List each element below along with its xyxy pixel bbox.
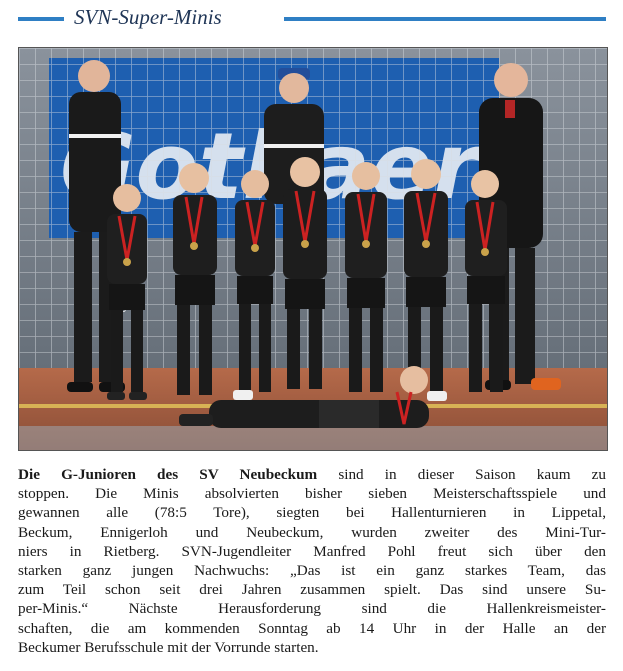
caption-line: stoppen. Die Minis absolvierten bisher sieben Meisterschaftsspiele und [18,485,606,503]
header-rule-left [18,17,64,21]
caption-line [18,465,606,484]
photo-caption [18,465,606,657]
caption-line: niers in Rietberg. SVN-Jugendleiter Manfred Pohl freut sich über den [18,542,606,560]
caption-line: schaften, die am kommenden Sonntag ab 14 Uhr in der Halle an der [18,619,606,637]
section-header [0,4,623,30]
caption-line: zum Teil schon seit drei Jahren zusammen spielt. Das sind unsere Su- [18,581,606,599]
caption-lead: Die G-Junioren des SV Neubeckum [18,466,318,483]
caption-line-1-rest: sind in dieser Saison kaum zu [317,466,606,483]
team-photo [18,47,608,451]
caption-line: Beckum, Ennigerloh und Neubeckum, wurden zweiter des Mini-Tur- [18,523,606,541]
caption-line: per-Minis.“ Nächste Herausforderung sind die Hallenkreismeister- [18,600,606,618]
caption-line: Beckumer Berufsschule mit der Vorrunde starten. [18,638,319,656]
section-title: SVN-Super-Minis [74,5,222,29]
caption-line: starken ganz jungen Nachwuchs: „Das ist ein ganz starkes Team, das [18,562,606,580]
header-rule-right [284,17,606,21]
caption-line: gewannen alle (78:5 Tore), siegten bei Hallenturnieren in Lippetal, [18,504,606,522]
